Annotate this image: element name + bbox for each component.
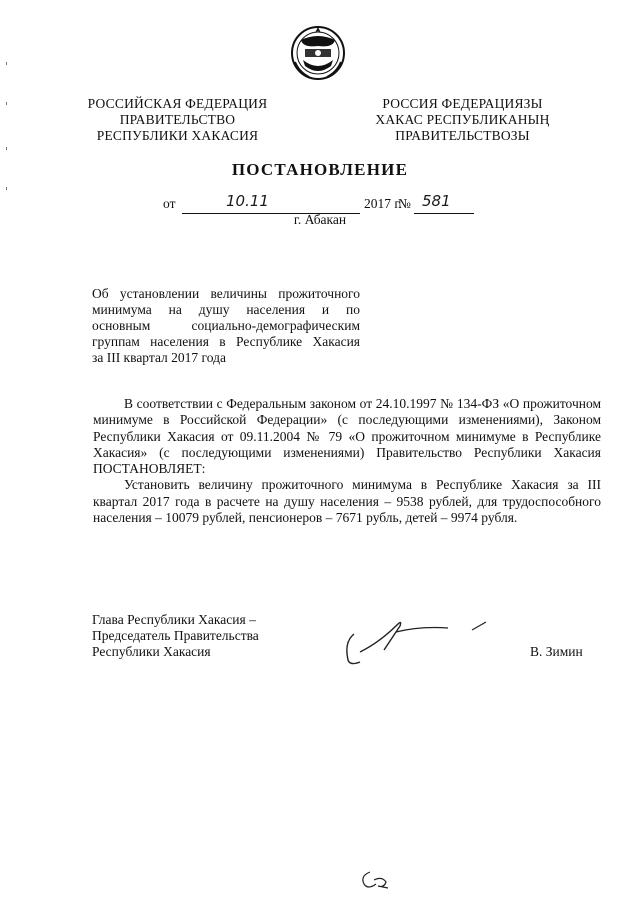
body-text — [93, 396, 601, 526]
coat-of-arms-emblem — [289, 22, 347, 82]
header-left-line-2: ПРАВИТЕЛЬСТВО — [119, 112, 236, 127]
header-right — [345, 96, 580, 144]
date-prefix: от — [163, 196, 176, 211]
signatory-position — [92, 612, 292, 660]
city: г. Абакан — [293, 212, 347, 227]
body-paragraph-2: Установить величину прожиточного минимума в Республике Хакасия за III квартал 2017 года в расчете на душу населения – 9538 рублей, для трудоспособного населения – 10079 рублей, пенсионеров – 7671 рубль, детей – 9974 рубля. — [93, 477, 601, 526]
body-paragraph-1: В соответствии с Федеральным законом от 24.10.1997 № 134-ФЗ «О прожиточном минимуме в Российской Федерации» (с последующими изменениями), Законом Республики Хакасия от 09.11.2004 № 79 «О прожиточном минимуме в Республике Хакасия» (с последующими изменениями) Правительство Республики Хакасия ПОСТАНОВЛЯЕТ: — [93, 396, 601, 477]
number-handwritten: 581 — [422, 192, 451, 210]
subject-block — [92, 286, 360, 366]
subject-line-5: за III квартал 2017 года — [92, 350, 226, 365]
subject-line-1: Об установлении величины прожиточного — [92, 286, 360, 301]
header-left-line-3: РЕСПУБЛИКИ ХАКАСИЯ — [96, 128, 259, 143]
header-right-line-3: ПРАВИТЕЛЬСТВОЗЫ — [395, 128, 530, 143]
number-label: № — [398, 196, 411, 211]
header-right-line-1: РОССИЯ ФЕДЕРАЦИЯЗЫ — [382, 96, 543, 111]
subject-line-3: основным социально-демографическим — [92, 318, 360, 333]
subject-line-2: минимума на душу населения и по — [92, 302, 360, 317]
header-left-line-1: РОССИЙСКАЯ ФЕДЕРАЦИЯ — [87, 96, 268, 111]
header-right-line-2: ХАКАС РЕСПУБЛИКАНЫҢ — [375, 112, 550, 127]
header-left — [70, 96, 285, 144]
year-label: 2017 г. — [364, 196, 402, 211]
document-title: ПОСТАНОВЛЕНИЕ — [231, 160, 409, 179]
signatory-line-3: Республики Хакасия — [92, 644, 211, 659]
initials-mark — [356, 866, 396, 892]
subject-line-4: группам населения в Республике Хакасия — [92, 334, 360, 349]
signatory-line-1: Глава Республики Хакасия – — [92, 612, 256, 627]
signatory-line-2: Председатель Правительства — [92, 628, 259, 643]
signatory-name: В. Зимин — [530, 644, 583, 659]
date-handwritten: 10.11 — [226, 192, 269, 210]
handwritten-signature — [340, 612, 500, 672]
